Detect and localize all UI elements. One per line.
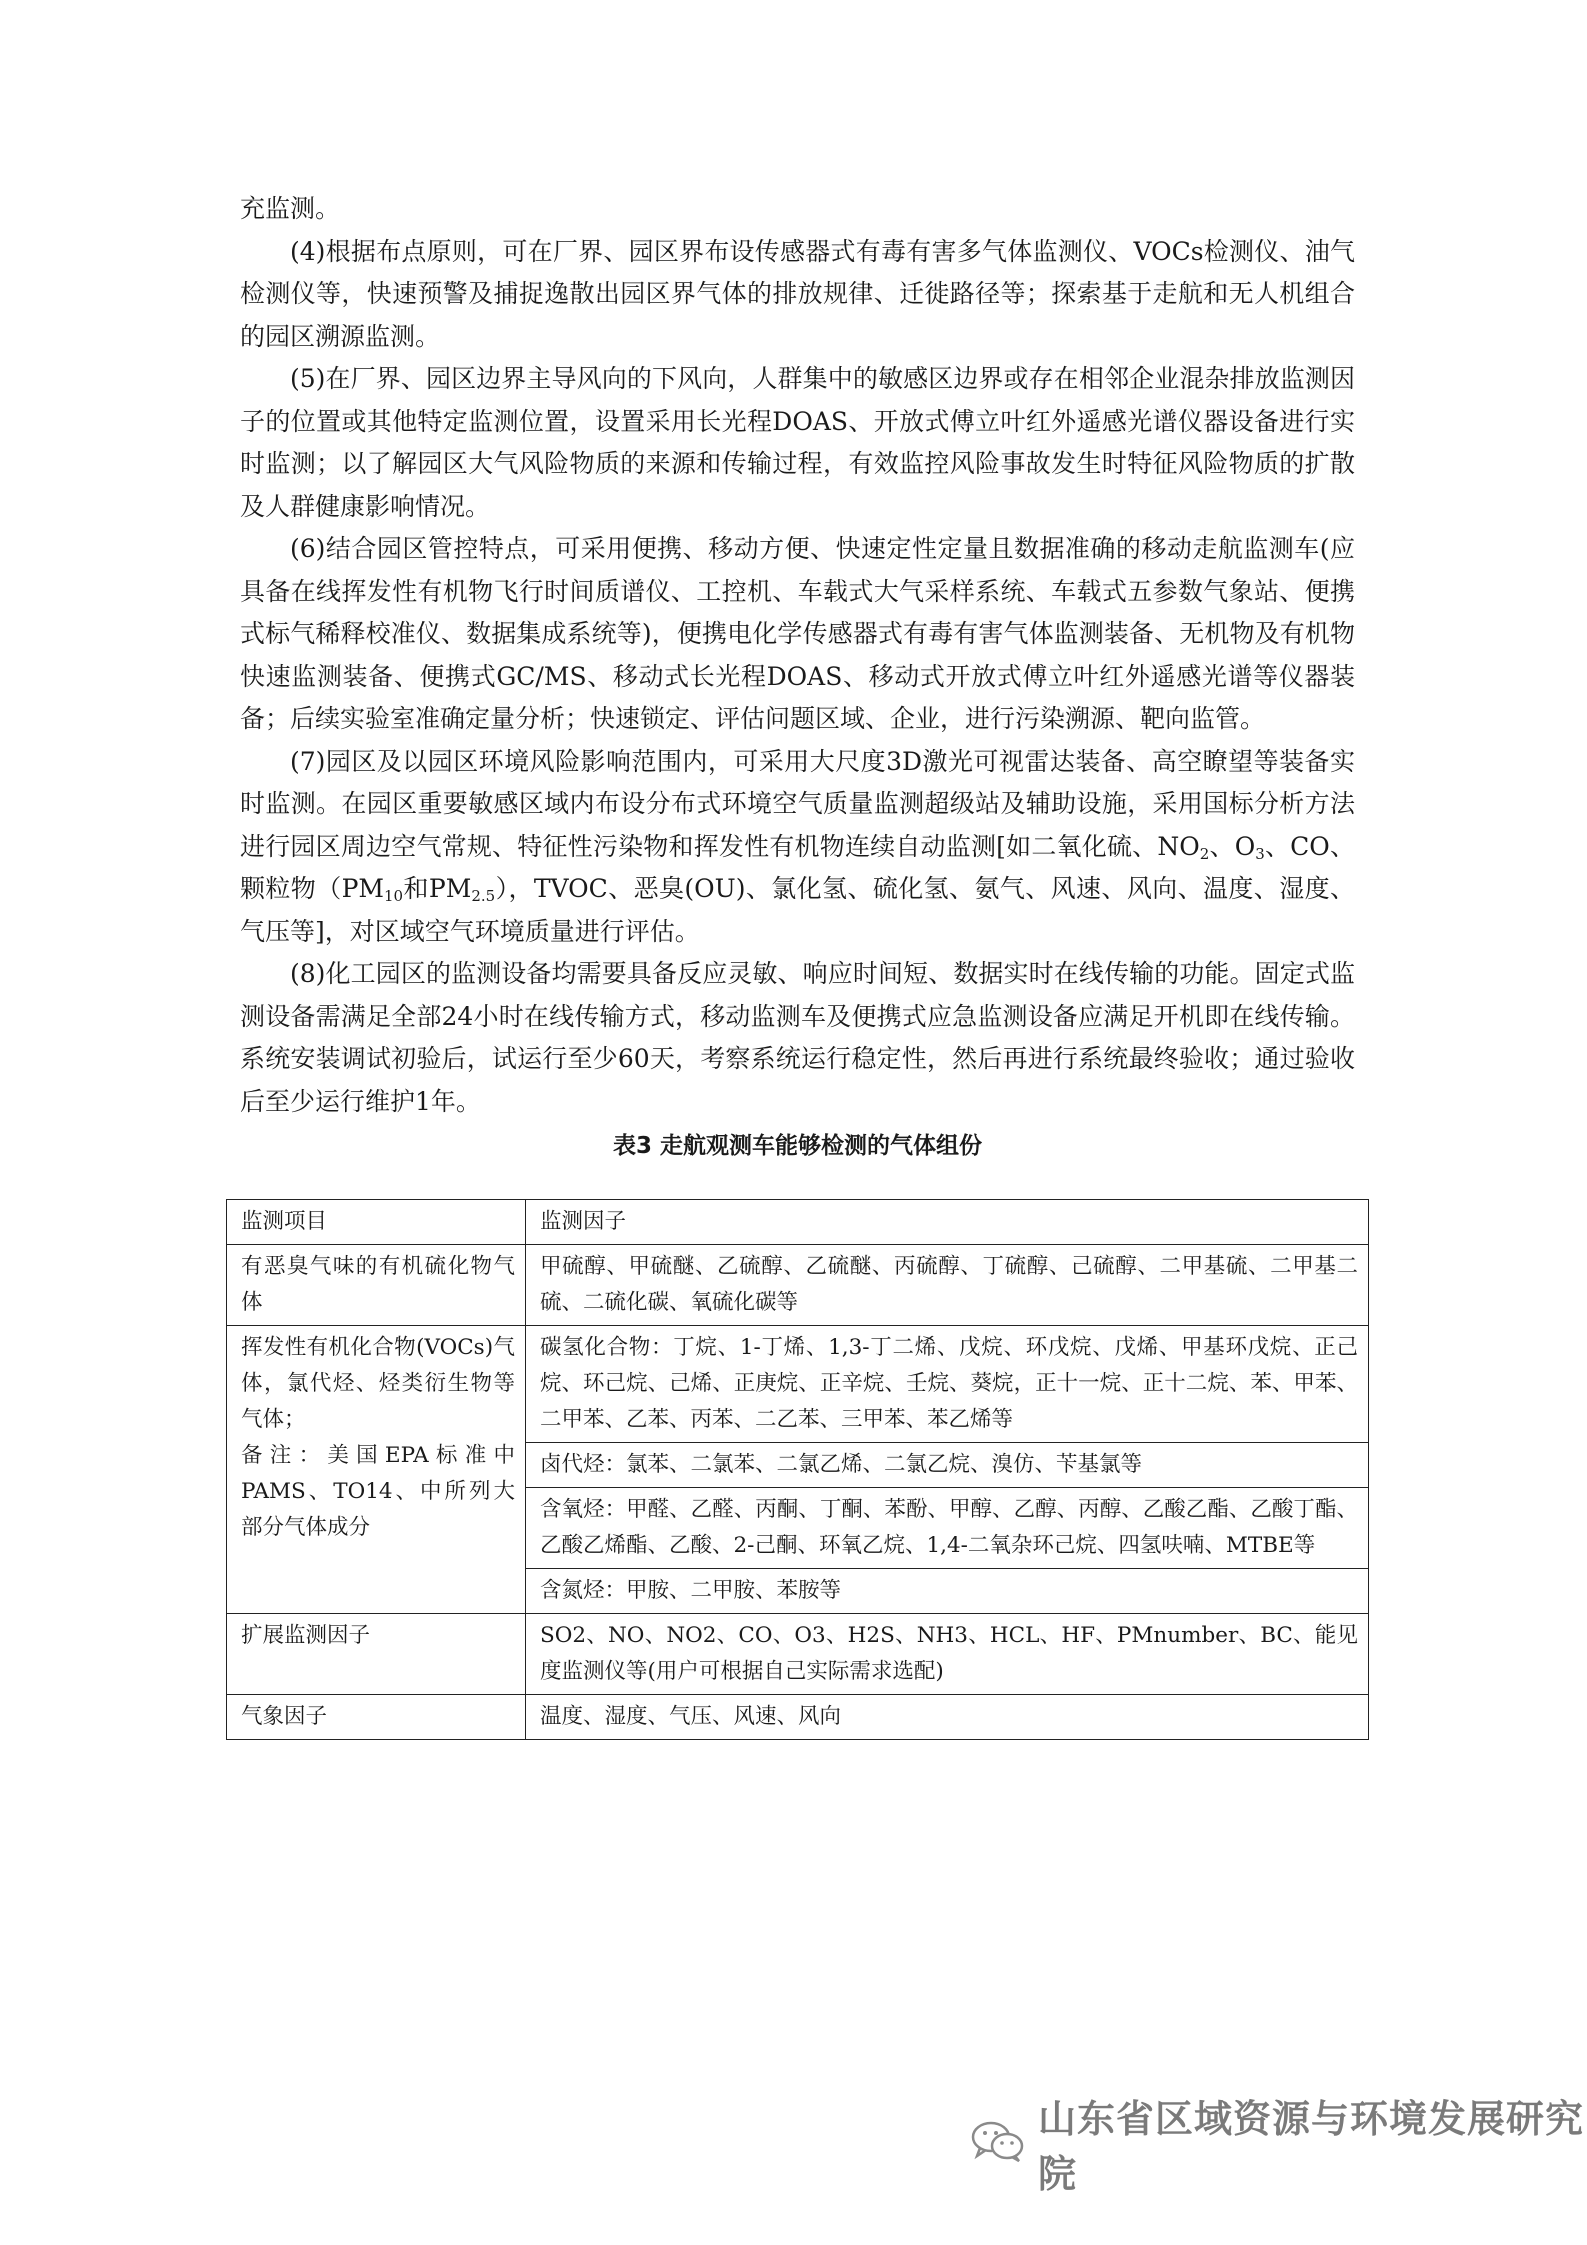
row-factor-cell: 含氧烃：甲醛、乙醛、丙酮、丁酮、苯酚、甲醇、乙醇、丙醇、乙酸乙酯、乙酸丁酯、乙酸乙烯酯、乙酸、2-己酮、环氧乙烷、1,4-二氧杂环己烷、四氢呋喃、MTBE等 — [526, 1488, 1369, 1569]
p7-text-b: 、O — [1209, 831, 1256, 861]
table-row — [227, 1695, 1369, 1740]
table-header-row — [227, 1200, 1369, 1245]
row-factor-cell: 碳氢化合物：丁烷、1-丁烯、1,3-丁二烯、戊烷、环戊烷、戊烯、甲基环戊烷、正己烷、环己烷、己烯、正庚烷、正辛烷、壬烷、葵烷，正十一烷、正十二烷、苯、甲苯、二甲苯、乙苯、丙苯、二乙苯、三甲苯、苯乙烯等 — [526, 1326, 1369, 1443]
header-cell-item: 监测项目 — [227, 1200, 526, 1245]
paragraph-8: (8)化工园区的监测设备均需要具备反应灵敏、响应时间短、数据实时在线传输的功能。固定式监测设备需满足全部24小时在线传输方式，移动监测车及便携式应急监测设备应满足开机即在线传输。系统安装调试初验后，试运行至少60天，考察系统运行稳定性，然后再进行系统最终验收；通过验收后至少运行维护1年。 — [240, 959, 1355, 1116]
watermark — [970, 2097, 1587, 2196]
row-item-cell: 扩展监测因子 — [227, 1614, 526, 1695]
table-row — [227, 1245, 1369, 1326]
paragraph-4: (4)根据布点原则，可在厂界、园区界布设传感器式有毒有害多气体监测仪、VOCs检测仪、油气检测仪等，快速预警及捕捉逸散出园区界气体的排放规律、迁徙路径等；探索基于走航和无人机组合的园区溯源监测。 — [240, 236, 1356, 351]
row-item-cell: 气象因子 — [227, 1695, 526, 1740]
p7-text-d: 和PM — [403, 874, 472, 903]
table-row — [227, 1326, 1369, 1443]
p7-sub-o3: 3 — [1255, 844, 1265, 863]
row-factor-cell: 甲硫醇、甲硫醚、乙硫醇、乙硫醚、丙硫醇、丁硫醇、己硫醇、二甲基硫、二甲基二硫、二硫化碳、氧硫化碳等 — [526, 1245, 1369, 1326]
p7-text-c: 、CO、颗粒物（PM — [240, 831, 1356, 903]
row-factor-cell: 温度、湿度、气压、风速、风向 — [526, 1695, 1369, 1740]
table-row — [227, 1614, 1369, 1695]
p7-text-e: ），TVOC、恶臭(OU)、氯化氢、硫化氢、氨气、风速、风向、温度、湿度、气压等]，对区域空气环境质量进行评估。 — [240, 874, 1355, 946]
p7-sub-pm10: 10 — [384, 886, 404, 905]
watermark-text: 山东省区域资源与环境发展研究院 — [1038, 2097, 1585, 2196]
paragraph-6: (6)结合园区管控特点，可采用便携、移动方便、快速定性定量且数据准确的移动走航监测车(应具备在线挥发性有机物飞行时间质谱仪、工控机、车载式大气采样系统、车载式五参数气象站、便携式标气稀释校准仪、数据集成系统等)，便携电化学传感器式有毒有害气体监测装备、无机物及有机物快速监测装备、便携式GC/MS、移动式长光程DOAS、移动式开放式傅立叶红外遥感光谱等仪器装备；后续实验室准确定量分析；快速锁定、评估问题区域、企业，进行污染溯源、靶向监管。 — [240, 534, 1355, 733]
wechat-icon — [970, 2119, 1026, 2167]
p7-sub-pm25: 2.5 — [471, 886, 496, 905]
gas-components-table — [226, 1199, 1369, 1740]
table-caption: 表3 走航观测车能够检测的气体组份 — [612, 1133, 982, 1159]
p7-sub-no2: 2 — [1199, 844, 1210, 863]
row-factor-cell: 含氮烃：甲胺、二甲胺、苯胺等 — [526, 1569, 1369, 1614]
paragraph-7 — [240, 741, 1355, 954]
row-item-cell: 有恶臭气味的有机硫化物气体 — [227, 1245, 526, 1326]
body-text — [240, 188, 1355, 1169]
paragraph-0: 充监测。 — [240, 194, 341, 223]
row-factor-cell: 卤代烃：氯苯、二氯苯、二氯乙烯、二氯乙烷、溴仿、苄基氯等 — [526, 1443, 1369, 1488]
paragraph-5: (5)在厂界、园区边界主导风向的下风向，人群集中的敏感区边界或存在相邻企业混杂排放监测因子的位置或其他特定监测位置，设置采用长光程DOAS、开放式傅立叶红外遥感光谱仪器设备进行实时监测；以了解园区大气风险物质的来源和传输过程，有效监控风险事故发生时特征风险物质的扩散及人群健康影响情况。 — [240, 364, 1355, 521]
row-factor-cell: SO2、NO、NO2、CO、O3、H2S、NH3、HCL、HF、PMnumber、BC、能见度监测仪等(用户可根据自己实际需求选配) — [526, 1614, 1369, 1695]
row-item-cell: 挥发性有机化合物(VOCs)气体，氯代烃、烃类衍生物等气体； 备注：美国EPA标准中PAMS、TO14、中所列大部分气体成分 — [227, 1326, 526, 1614]
p7-text-a: (7)园区及以园区环境风险影响范围内，可采用大尺度3D激光可视雷达装备、高空瞭望等装备实时监测。在园区重要敏感区域内布设分布式环境空气质量监测超级站及辅助设施，采用国标分析方法进行园区周边空气常规、特征性污染物和挥发性有机物连续自动监测[如二氧化硫、NO — [240, 746, 1355, 861]
header-cell-factors: 监测因子 — [526, 1200, 1369, 1245]
